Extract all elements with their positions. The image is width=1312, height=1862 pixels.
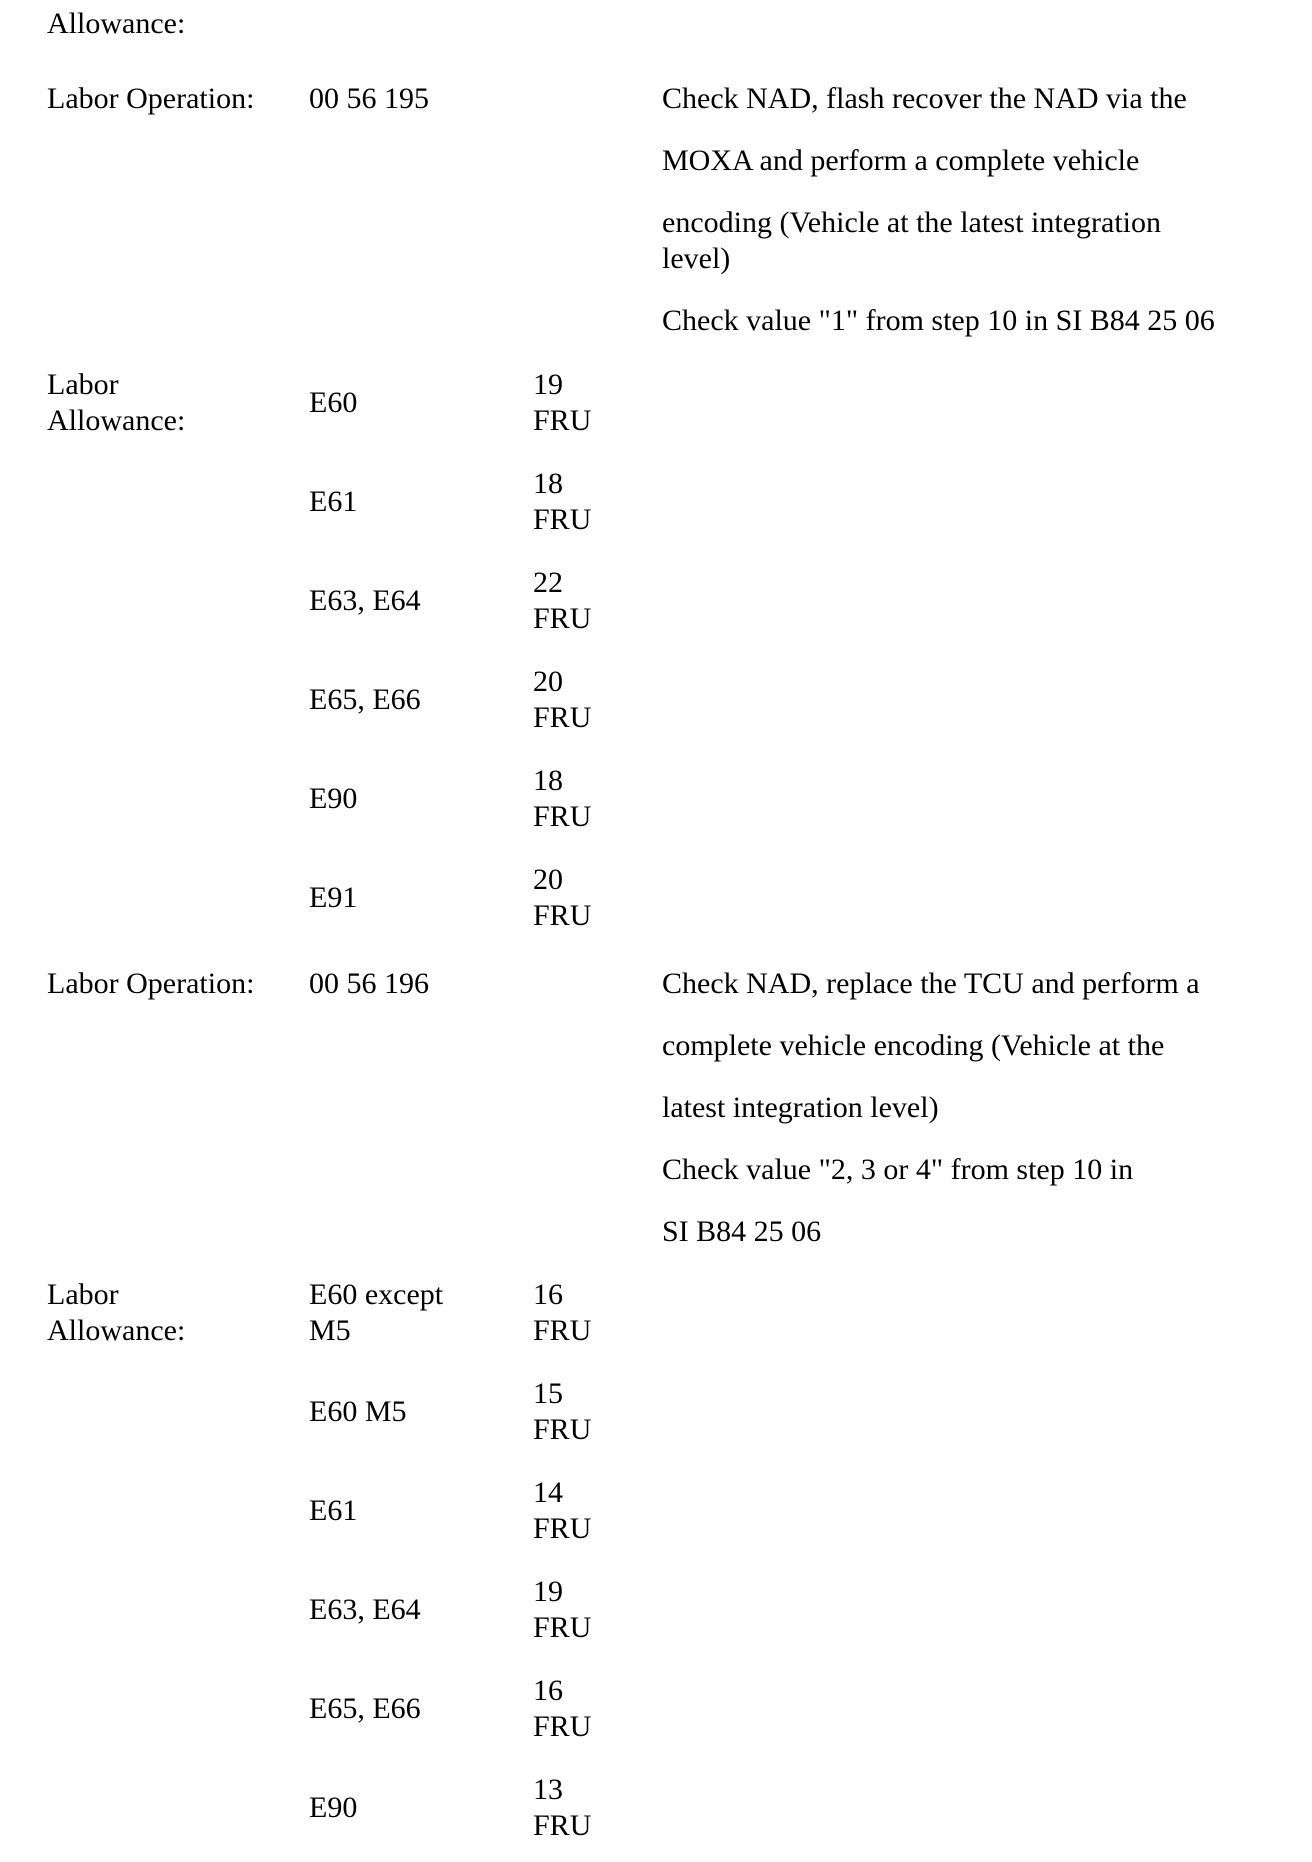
allow2-model: E60 M5 [309,1395,407,1428]
allowance-label-top: Allowance: [47,7,186,40]
op1-desc-line-2: MOXA and perform a complete vehicle [662,144,1140,177]
labor-operation-label-1: Labor Operation: [47,82,255,115]
allow1-model: E61 [309,485,358,518]
allow2-num: 15 [533,1377,563,1410]
allow1-unit: FRU [533,800,592,833]
labor-operation-label-2: Labor Operation: [47,967,255,1000]
op2-desc-line-2: complete vehicle encoding (Vehicle at the [662,1029,1165,1062]
allow2-model: E65, E66 [309,1692,421,1725]
allow2-num: 14 [533,1476,563,1509]
allow1-unit: FRU [533,404,592,437]
op1-desc-line-4: level) [662,242,731,275]
allow2-num: 16 [533,1278,563,1311]
allow2-model: E61 [309,1494,358,1527]
allow1-model: E65, E66 [309,683,421,716]
allow2-model-cont: M5 [309,1314,351,1347]
op2-desc-line-4: Check value "2, 3 or 4" from step 10 in [662,1153,1134,1186]
allow1-num: 18 [533,467,563,500]
allow2-unit: FRU [533,1512,592,1545]
allow1-unit: FRU [533,701,592,734]
allow1-model: E63, E64 [309,584,421,617]
allow2-num: 19 [533,1575,563,1608]
allow2-model: E90 [309,1791,358,1824]
allow1-num: 18 [533,764,563,797]
allow2-num: 16 [533,1674,563,1707]
allow1-num: 19 [533,368,563,401]
labor-operation-code-1: 00 56 195 [309,82,429,115]
labor-allowance-label-2a: Labor [47,1278,119,1311]
allow2-unit: FRU [533,1413,592,1446]
allow1-unit: FRU [533,503,592,536]
op2-desc-line-5: SI B84 25 06 [662,1215,822,1248]
op2-desc-line-1: Check NAD, replace the TCU and perform a [662,967,1200,1000]
labor-allowance-label-1b: Allowance: [47,404,186,437]
labor-allowance-label-2b: Allowance: [47,1314,186,1347]
allow1-num: 22 [533,566,563,599]
allow2-unit: FRU [533,1710,592,1743]
allow2-unit: FRU [533,1809,592,1842]
op1-desc-line-3: encoding (Vehicle at the latest integration [662,206,1161,239]
allow1-num: 20 [533,665,563,698]
allow1-unit: FRU [533,899,592,932]
allow1-model: E91 [309,881,358,914]
op1-desc-line-5: Check value "1" from step 10 in SI B84 25 06 [662,304,1215,337]
labor-operation-code-2: 00 56 196 [309,967,429,1000]
allow2-num: 13 [533,1773,563,1806]
allow2-unit: FRU [533,1611,592,1644]
allow1-model: E90 [309,782,358,815]
labor-allowance-label-1a: Labor [47,368,119,401]
op1-desc-line-1: Check NAD, flash recover the NAD via the [662,82,1187,115]
allow1-unit: FRU [533,602,592,635]
allow2-unit: FRU [533,1314,592,1347]
allow2-model: E60 except [309,1278,444,1311]
op2-desc-line-3: latest integration level) [662,1091,939,1124]
allow2-model: E63, E64 [309,1593,421,1626]
allow1-model: E60 [309,386,358,419]
allow1-num: 20 [533,863,563,896]
